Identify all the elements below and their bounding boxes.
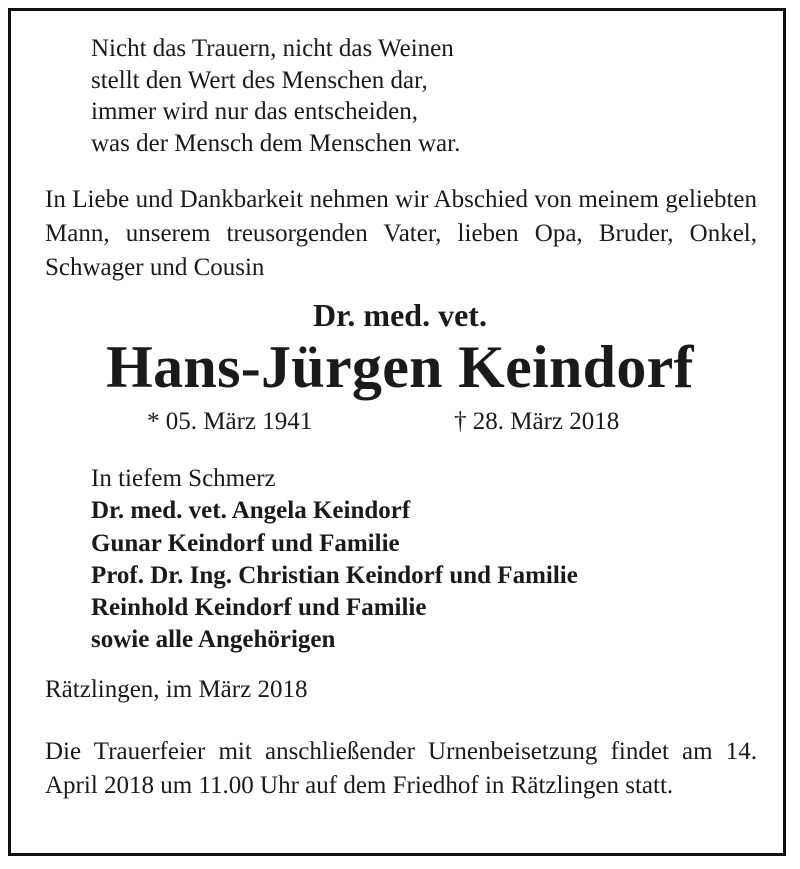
- poem-line: stellt den Wert des Menschen dar,: [91, 66, 428, 94]
- mourner-name: Gunar Keindorf und Familie: [91, 529, 400, 557]
- poem-line: Nicht das Trauern, nicht das Weinen: [91, 35, 454, 62]
- mourners-heading: In tiefem Schmerz: [91, 465, 276, 492]
- deceased-name: Hans-Jürgen Keindorf: [106, 334, 694, 400]
- poem-line: was der Mensch dem Menschen war.: [91, 129, 461, 157]
- poem: [91, 33, 460, 159]
- mourner-name: sowie alle Angehörigen: [91, 626, 336, 654]
- mourners-block: [91, 463, 578, 657]
- mourner-name: Reinhold Keindorf und Familie: [91, 594, 427, 622]
- academic-title: Dr. med. vet.: [313, 297, 487, 333]
- death-date: † 28. März 2018: [454, 408, 620, 435]
- intro-text: In Liebe und Dankbarkeit nehmen wir Abschied von meinem geliebten Mann, unserem treusorgenden Vater, lieben Opa, Bruder, Onkel, Schwager und Cousin: [45, 186, 757, 281]
- mourner-name: Dr. med. vet. Angela Keindorf: [91, 497, 411, 525]
- place-date: Rätzlingen, im März 2018: [45, 676, 308, 703]
- funeral-info: Die Trauerfeier mit anschließender Urnenbeisetzung findet am 14. April 2018 um 11.00 Uhr auf dem Friedhof in Rätzlingen statt.: [45, 738, 757, 799]
- birth-date: * 05. März 1941: [147, 408, 313, 435]
- poem-line: immer wird nur das entscheiden,: [91, 98, 418, 125]
- mourner-name: Prof. Dr. Ing. Christian Keindorf und Familie: [91, 561, 578, 589]
